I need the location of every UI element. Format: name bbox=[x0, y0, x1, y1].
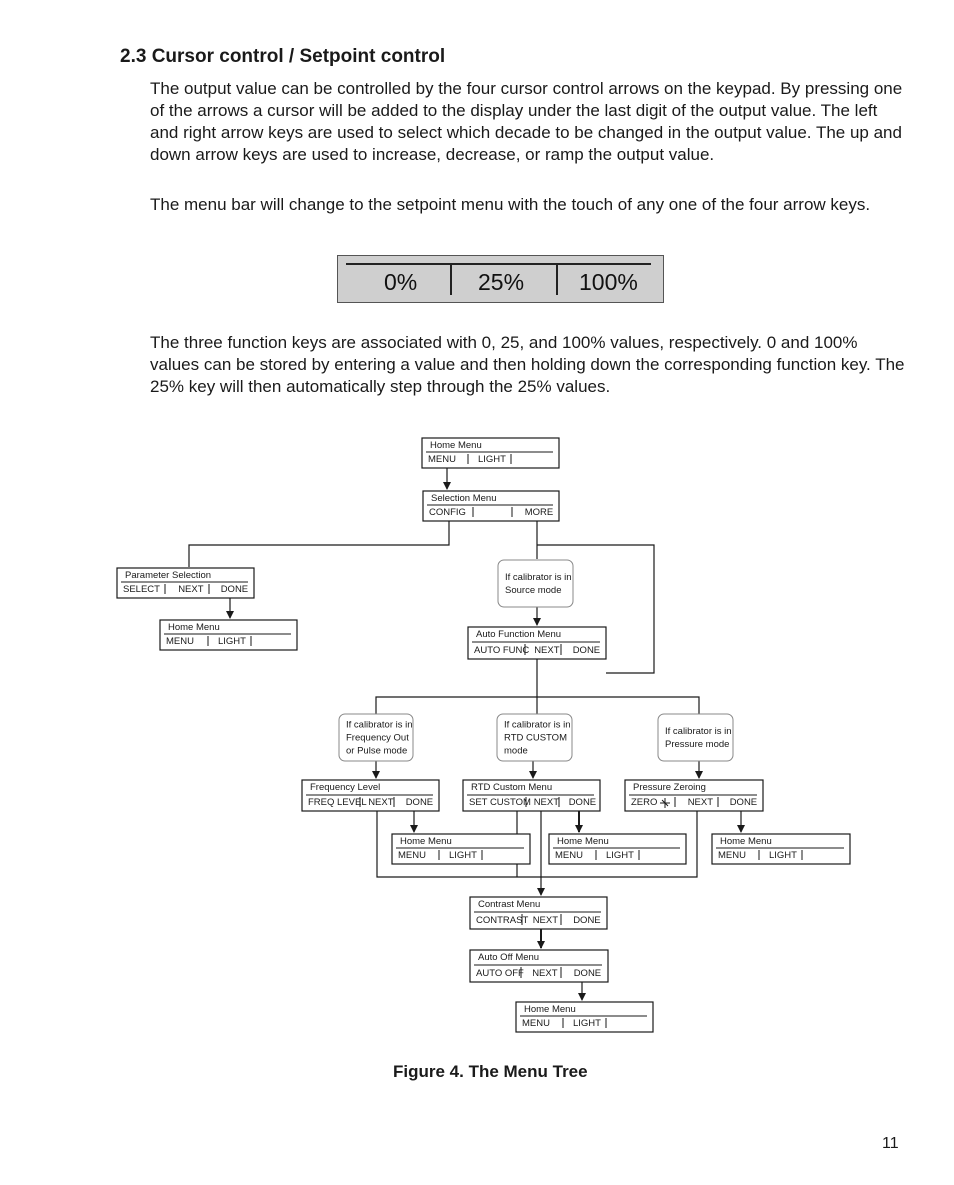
menu-title: Auto Function Menu bbox=[476, 629, 562, 640]
menu-key-light: LIGHT bbox=[218, 636, 246, 647]
menu-key-auto-off: AUTO OFF bbox=[476, 968, 524, 979]
menu-key-more: MORE bbox=[524, 507, 554, 518]
menu-title: Home Menu bbox=[557, 836, 609, 847]
menu-box-contrast bbox=[470, 897, 607, 929]
menu-title: Selection Menu bbox=[431, 493, 497, 504]
menu-key-light: LIGHT bbox=[573, 1018, 601, 1029]
condition-text: RTD CUSTOM bbox=[504, 732, 567, 744]
menu-title: Pressure Zeroing bbox=[633, 782, 706, 793]
condition-text: If calibrator is in bbox=[346, 719, 413, 731]
condition-text: Pressure mode bbox=[665, 739, 730, 750]
menu-key-menu: MENU bbox=[555, 850, 583, 861]
menu-key-menu: MENU bbox=[398, 850, 426, 861]
paragraph-setpoint-menu: The menu bar will change to the setpoint menu with the touch of any one of the four arrow keys. bbox=[150, 195, 871, 214]
menu-box-home-freq bbox=[392, 834, 530, 864]
menu-box-home-rtd bbox=[549, 834, 686, 864]
function-key-25-percent: 25% bbox=[478, 269, 525, 295]
menu-box-pressure-zeroing bbox=[625, 780, 763, 811]
menu-box-frequency-level bbox=[302, 780, 439, 811]
menu-key-contrast: CONTRAST bbox=[476, 915, 529, 926]
condition-text: or Pulse mode bbox=[346, 745, 408, 757]
menu-title: Parameter Selection bbox=[125, 570, 212, 581]
menu-key-next: NEXT bbox=[532, 968, 558, 979]
menu-key-done: DONE bbox=[572, 645, 601, 656]
menu-title: Home Menu bbox=[720, 836, 772, 847]
menu-key-light: LIGHT bbox=[478, 454, 506, 465]
menu-key-freq-level: FREQ LEVEL bbox=[308, 797, 367, 808]
menu-box-home-param bbox=[160, 620, 297, 650]
paragraph-function-keys: The three function keys are associated with 0, 25, and 100% values, respectively. 0 and 100% values can be stored by entering a value and then holding down the corresponding function key. The 25% key will then automatically step through the 25% values. bbox=[150, 333, 905, 396]
menu-key-menu: MENU bbox=[522, 1018, 550, 1029]
condition-box-source bbox=[498, 560, 573, 607]
menu-key-done: DONE bbox=[220, 584, 249, 595]
menu-box-home-pressure bbox=[712, 834, 850, 864]
menu-title: Frequency Level bbox=[310, 782, 381, 793]
menu-key-light: LIGHT bbox=[769, 850, 797, 861]
menu-key-next: NEXT bbox=[532, 915, 559, 926]
figure-caption: Figure 4. The Menu Tree bbox=[393, 1062, 588, 1081]
menu-key-set-custom: SET CUSTOM bbox=[469, 797, 531, 808]
condition-box-pressure bbox=[658, 714, 733, 761]
menu-key-menu: MENU bbox=[166, 636, 194, 647]
function-key-0-percent: 0% bbox=[384, 269, 418, 295]
menu-key-zero: ZERO bbox=[631, 797, 658, 808]
function-key-100-percent: 100% bbox=[579, 269, 638, 295]
menu-key-next: NEXT bbox=[534, 645, 560, 656]
menu-box-rtd-custom bbox=[463, 780, 600, 811]
menu-box-parameter bbox=[117, 568, 254, 598]
condition-text: If calibrator is in bbox=[504, 719, 571, 731]
menu-title: Home Menu bbox=[524, 1004, 576, 1015]
menu-key-menu: MENU bbox=[718, 850, 746, 861]
menu-key-next: NEXT bbox=[368, 797, 394, 808]
condition-text: If calibrator is in bbox=[505, 572, 572, 583]
condition-box-rtd bbox=[497, 714, 572, 761]
condition-text: Source mode bbox=[505, 585, 562, 596]
menu-box-selection bbox=[423, 491, 559, 521]
menu-key-config: CONFIG bbox=[429, 507, 466, 518]
menu-title: RTD Custom Menu bbox=[471, 782, 553, 793]
menu-key-next: NEXT bbox=[533, 797, 560, 808]
menu-key-done: DONE bbox=[573, 968, 602, 979]
menu-key-auto-func: AUTO FUNC bbox=[474, 645, 530, 656]
menu-title: Home Menu bbox=[168, 622, 220, 633]
menu-title: Contrast Menu bbox=[478, 899, 541, 910]
menu-title: Auto Off Menu bbox=[478, 952, 540, 963]
menu-title: Home Menu bbox=[430, 440, 482, 451]
section-heading: 2.3 Cursor control / Setpoint control bbox=[120, 46, 446, 67]
page-number: 11 bbox=[882, 1135, 899, 1152]
menu-key-light: LIGHT bbox=[449, 850, 477, 861]
menu-key-done: DONE bbox=[573, 915, 601, 926]
menu-key-next: NEXT bbox=[687, 797, 714, 808]
menu-box-auto-off bbox=[470, 950, 608, 982]
menu-box-auto-function bbox=[468, 627, 606, 659]
menu-key-done: DONE bbox=[568, 797, 597, 808]
paragraph-cursor-control: The output value can be controlled by the four cursor control arrows on the keypad. By pressing one of the arrows a cursor will be added to the display under the last digit of the output value. The left and right arrow keys are used to select which decade to be changed in the output value. The up and down arrow keys are used to increase, decrease, or ramp the output value. bbox=[150, 79, 903, 164]
menu-box-home-bottom bbox=[516, 1002, 653, 1032]
menu-title: Home Menu bbox=[400, 836, 452, 847]
condition-text: Frequency Out bbox=[346, 732, 409, 744]
menu-key-next: NEXT bbox=[178, 584, 204, 595]
menu-key-menu: MENU bbox=[428, 454, 456, 465]
condition-box-frequency bbox=[339, 714, 413, 761]
menu-key-done: DONE bbox=[405, 797, 434, 808]
menu-key-select: SELECT bbox=[123, 584, 160, 595]
menu-key-done: DONE bbox=[729, 797, 758, 808]
menu-key-light: LIGHT bbox=[606, 850, 634, 861]
condition-text: mode bbox=[504, 745, 528, 757]
condition-text: If calibrator is in bbox=[665, 726, 732, 737]
menu-box-home-top bbox=[422, 438, 559, 468]
